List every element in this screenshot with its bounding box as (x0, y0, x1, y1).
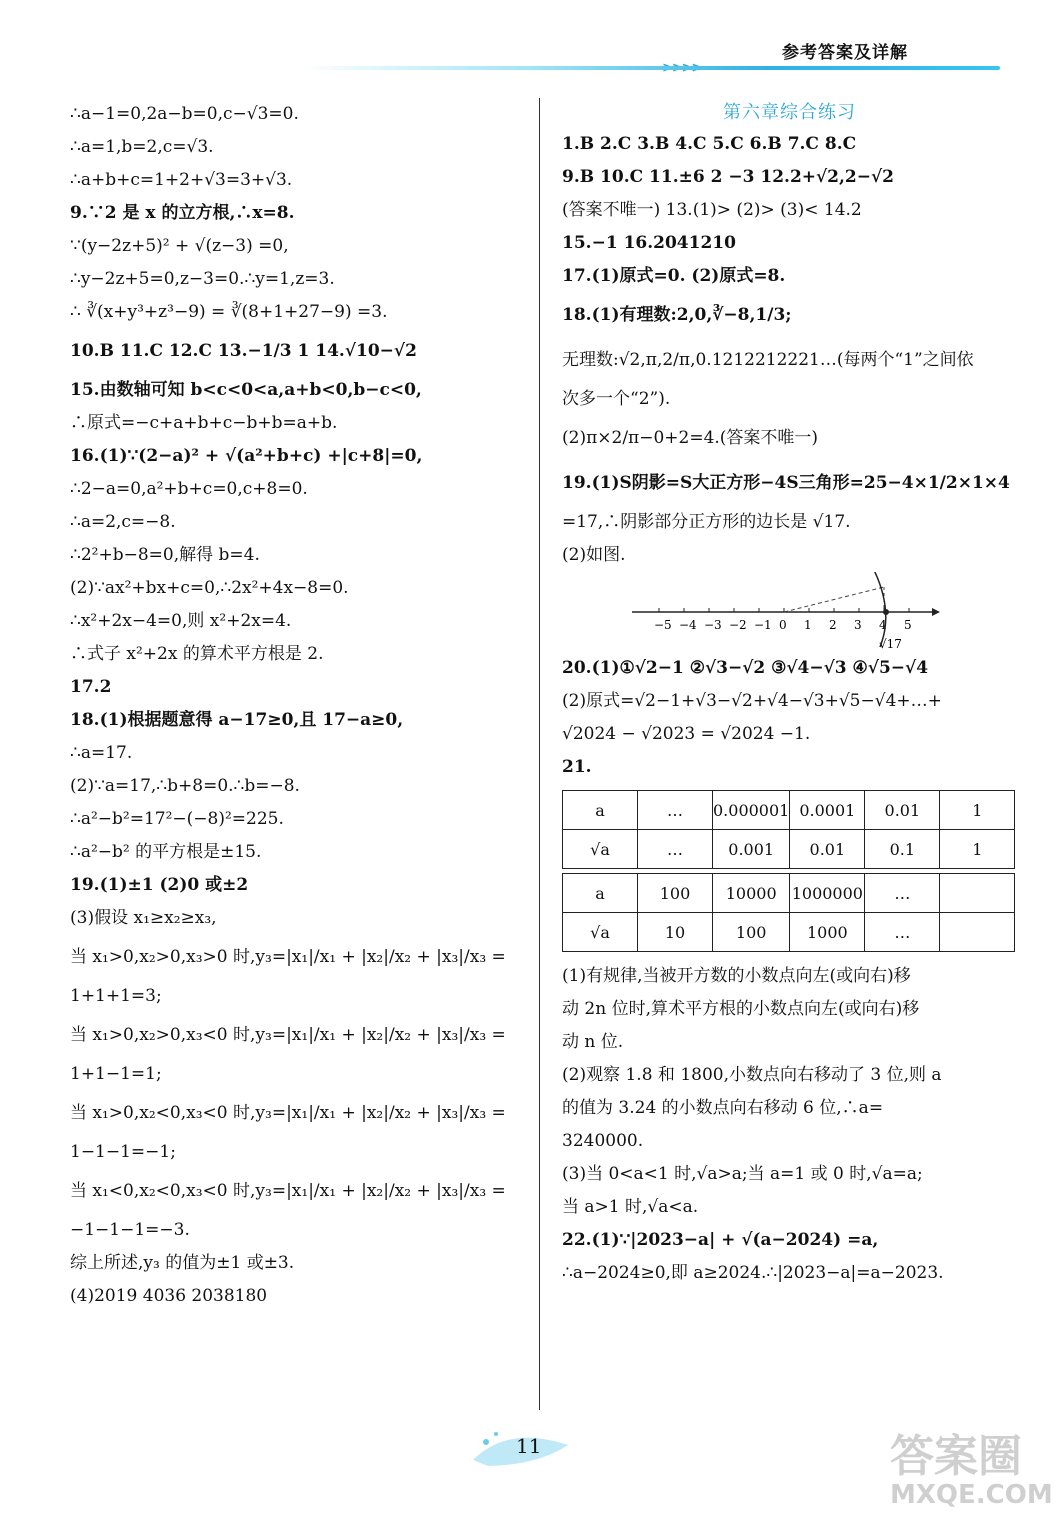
answer-line: (2)∵ax²+bx+c=0,∴2x²+4x−8=0. (70, 578, 349, 598)
answer-line: 当 x₁>0,x₂<0,x₃<0 时,y₃=|x₁|/x₁ + |x₂|/x₂ + |x₃|/x₃ = (70, 1103, 506, 1123)
answer-line: ∵(y−2z+5)² + √(z−3) =0, (70, 236, 289, 256)
table-cell: … (638, 791, 713, 830)
column-divider (539, 98, 540, 1410)
answer-line: −1−1−1=−3. (70, 1220, 190, 1240)
table-cell: 1000000 (790, 874, 865, 913)
answer-line: ∴a=1,b=2,c=√3. (70, 137, 214, 157)
answer-line: 1+1−1=1; (70, 1064, 162, 1084)
table-cell: 0.000001 (713, 791, 790, 830)
table-cell: 10 (638, 913, 713, 952)
table-cell: 100 (638, 874, 713, 913)
tick-label: −2 (729, 618, 747, 632)
answer-line: 当 x₁<0,x₂<0,x₃<0 时,y₃=|x₁|/x₁ + |x₂|/x₂ + |x₃|/x₃ = (70, 1181, 506, 1201)
sqrt17-point (883, 609, 889, 615)
table-cell: … (865, 913, 940, 952)
answer-line: 1−1−1=−1; (70, 1142, 176, 1162)
table-row (563, 874, 1015, 913)
answer-line: 19.(1)S阴影=S大正方形−4S三角形=25−4×1/2×1×4 (562, 473, 1010, 493)
tick-label: 0 (779, 618, 787, 632)
table-cell: 0.0001 (790, 791, 865, 830)
answer-line: 22.(1)∵|2023−a| + √(a−2024) =a, (562, 1230, 879, 1250)
answer-line: 19.(1)±1 (2)0 或±2 (70, 875, 249, 895)
tick-label: 4 (879, 618, 887, 632)
table-cell (940, 913, 1015, 952)
table-row (563, 913, 1015, 952)
answer-line: 动 2n 位时,算术平方根的小数点向左(或向右)移 (562, 999, 920, 1019)
tick-label: −3 (704, 618, 722, 632)
tick-label: 3 (854, 618, 862, 632)
table-cell: 100 (713, 913, 790, 952)
answer-line: (2)观察 1.8 和 1800,小数点向右移动了 3 位,则 a (562, 1065, 942, 1085)
answer-line: (3)当 0<a<1 时,√a>a;当 a=1 或 0 时,√a=a; (562, 1164, 923, 1184)
answer-line: 当 a>1 时,√a<a. (562, 1197, 699, 1217)
answer-line: 18.(1)有理数:2,0,∛−8,1/3; (562, 305, 792, 325)
answer-line: 1+1+1=3; (70, 986, 162, 1006)
arrow-head-icon (932, 608, 940, 616)
table-cell: √a (563, 830, 638, 869)
answer-line: 次多一个“2”). (562, 389, 671, 409)
answers-part-b (562, 652, 1017, 784)
answer-line: ∴式子 x²+2x 的算术平方根是 2. (70, 644, 324, 664)
answer-line: 9.B 10.C 11.±6 2 −3 12.2+√2,2−√2 (562, 167, 895, 187)
answer-line: ∴a−1=0,2a−b=0,c−√3=0. (70, 104, 299, 124)
answer-line: (1)有规律,当被开方数的小数点向左(或向右)移 (562, 966, 911, 986)
answer-line: 3240000. (562, 1131, 644, 1151)
answer-line: ∴2²+b−8=0,解得 b=4. (70, 545, 260, 565)
answer-line: 9.∵2 是 x 的立方根,∴x=8. (70, 203, 295, 223)
answer-line: (2)如图. (562, 545, 626, 565)
answer-line: 17.2 (70, 677, 112, 697)
section-title: 第六章综合练习 (723, 102, 856, 123)
tick-label: −1 (754, 618, 772, 632)
tick-label: −5 (654, 618, 672, 632)
table-cell: 1000 (790, 913, 865, 952)
table-cell (940, 874, 1015, 913)
table-cell: 0.1 (865, 830, 940, 869)
left-column (70, 98, 525, 1313)
tick-label: −4 (679, 618, 697, 632)
answer-line: =17,∴阴影部分正方形的边长是 √17. (562, 512, 851, 532)
answer-line: 21. (562, 757, 592, 777)
answer-line: (答案不唯一) 13.(1)> (2)> (3)< 14.2 (562, 200, 862, 220)
answer-line: ∴a²−b² 的平方根是±15. (70, 842, 262, 862)
sqrt17-label: √17 (879, 637, 902, 651)
answer-line: (4)2019 4036 2038180 (70, 1286, 268, 1306)
table-row (563, 791, 1015, 830)
answer-line: 10.B 11.C 12.C 13.−1/3 1 14.√10−√2 (70, 341, 417, 361)
answer-line: ∴2−a=0,a²+b+c=0,c+8=0. (70, 479, 308, 499)
answer-line: (2)π×2/π−0+2=4.(答案不唯一) (562, 428, 819, 448)
header-rule (300, 66, 1000, 70)
answer-line: 16.(1)∵(2−a)² + √(a²+b+c) +|c+8|=0, (70, 446, 423, 466)
watermark-line1: 答案圈 (890, 1431, 1022, 1482)
answer-line: 无理数:√2,π,2/π,0.1212212221…(每两个“1”之间依 (562, 350, 974, 370)
answer-table (562, 790, 1015, 952)
answer-line: 20.(1)①√2−1 ②√3−√2 ③√4−√3 ④√5−√4 (562, 658, 929, 678)
answer-line: 当 x₁>0,x₂>0,x₃>0 时,y₃=|x₁|/x₁ + |x₂|/x₂ + |x₃|/x₃ = (70, 947, 506, 967)
table-cell: 0.01 (790, 830, 865, 869)
answer-line: (3)假设 x₁≥x₂≥x₃, (70, 908, 217, 928)
answer-line: ∴原式=−c+a+b+c−b+b=a+b. (70, 413, 338, 433)
table-row (563, 830, 1015, 869)
answers-part-c (562, 960, 1017, 1290)
answer-line: 综上所述,y₃ 的值为±1 或±3. (70, 1253, 295, 1273)
table-cell: √a (563, 913, 638, 952)
watermark-logo (890, 1420, 1053, 1520)
answer-line: 动 n 位. (562, 1032, 624, 1052)
tick-label: 1 (804, 618, 812, 632)
answer-line: 的值为 3.24 的小数点向右移动 6 位,∴a= (562, 1098, 884, 1118)
answer-line: ∴a=17. (70, 743, 133, 763)
number-line-figure (562, 572, 1017, 652)
answer-line: ∴a=2,c=−8. (70, 512, 176, 532)
tick-label: 5 (904, 618, 912, 632)
table-cell: 0.01 (865, 791, 940, 830)
answer-line: 18.(1)根据题意得 a−17≥0,且 17−a≥0, (70, 710, 404, 730)
table-cell: … (865, 874, 940, 913)
number-line-svg (622, 572, 942, 652)
table-cell: … (638, 830, 713, 869)
answer-line: (2)∵a=17,∴b+8=0.∴b=−8. (70, 776, 300, 796)
table-cell: a (563, 874, 638, 913)
table-cell: 10000 (713, 874, 790, 913)
tick-label: 2 (829, 618, 837, 632)
page-number: 11 (516, 1434, 542, 1458)
table-cell: 0.001 (713, 830, 790, 869)
right-column (562, 98, 1017, 1290)
answer-line: √2024 − √2023 = √2024 −1. (562, 724, 811, 744)
answer-line: 15.−1 16.2041210 (562, 233, 736, 253)
header-title: 参考答案及详解 (782, 43, 908, 63)
answer-line: ∴y−2z+5=0,z−3=0.∴y=1,z=3. (70, 269, 335, 289)
answer-line: ∴a²−b²=17²−(−8)²=225. (70, 809, 284, 829)
answer-line: ∴a+b+c=1+2+√3=3+√3. (70, 170, 293, 190)
answer-line: (2)原式=√2−1+√3−√2+√4−√3+√5−√4+…+ (562, 691, 942, 711)
answer-line: 17.(1)原式=0. (2)原式=8. (562, 266, 786, 286)
answers-part-a (562, 128, 1017, 572)
answer-line: 15.由数轴可知 b<c<0<a,a+b<0,b−c<0, (70, 380, 422, 400)
answer-line: ∴ ∛(x+y³+z³−9) = ∛(8+1+27−9) =3. (70, 302, 388, 322)
answer-line: 当 x₁>0,x₂>0,x₃<0 时,y₃=|x₁|/x₁ + |x₂|/x₂ + |x₃|/x₃ = (70, 1025, 506, 1045)
answer-line: ∴a−2024≥0,即 a≥2024.∴|2023−a|=a−2023. (562, 1263, 944, 1283)
table-cell: a (563, 791, 638, 830)
table-cell: 1 (940, 791, 1015, 830)
watermark-line2: MXQE.COM (890, 1480, 1053, 1510)
answer-line: ∴x²+2x−4=0,则 x²+2x=4. (70, 611, 292, 631)
table-cell: 1 (940, 830, 1015, 869)
answer-line: 1.B 2.C 3.B 4.C 5.C 6.B 7.C 8.C (562, 134, 857, 154)
